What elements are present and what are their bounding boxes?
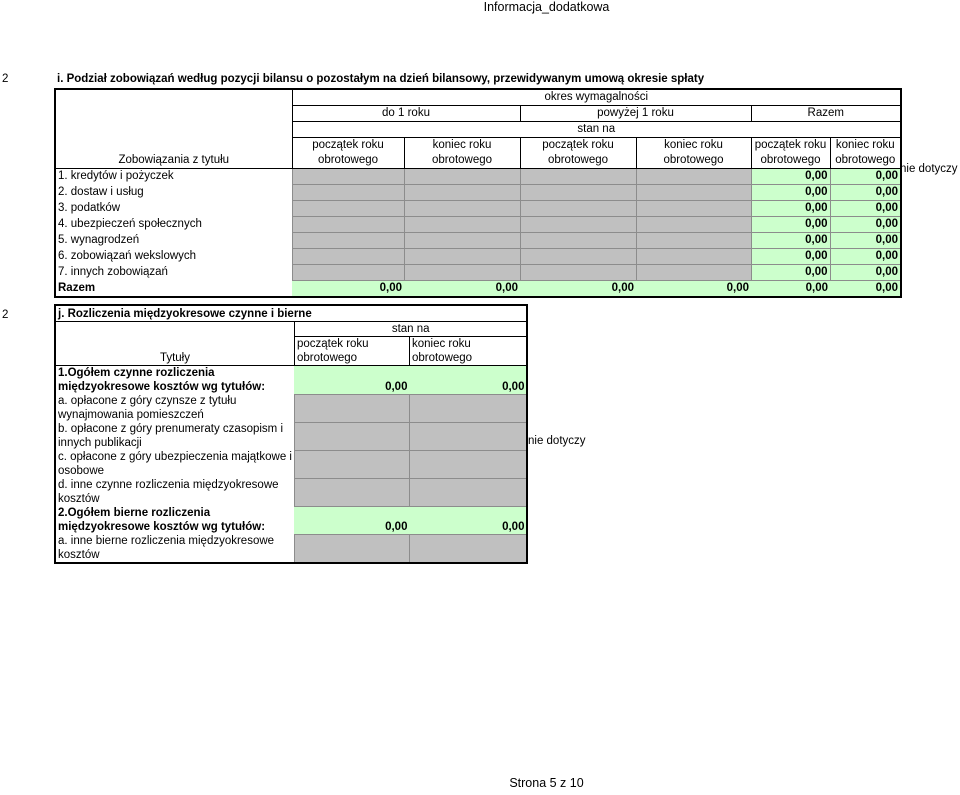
input-cell[interactable] bbox=[520, 185, 636, 201]
row-label: c. opłacone z góry ubezpieczenia majątkowe i bbox=[55, 450, 294, 464]
input-cell[interactable] bbox=[636, 217, 751, 233]
header-stan-na: stan na bbox=[294, 322, 527, 337]
czynne-label: 1.Ogółem czynne rozliczenia bbox=[55, 366, 294, 381]
header-koniec: koniec roku bbox=[409, 337, 527, 352]
input-cell[interactable] bbox=[404, 265, 520, 281]
total-cell: 0,00 bbox=[292, 281, 404, 298]
row-label: osobowe bbox=[55, 464, 294, 478]
table-row bbox=[55, 169, 901, 185]
input-cell[interactable] bbox=[292, 217, 404, 233]
input-cell[interactable] bbox=[520, 217, 636, 233]
input-cell[interactable] bbox=[409, 394, 527, 422]
input-cell[interactable] bbox=[404, 249, 520, 265]
header-powyzej-1-roku: powyżej 1 roku bbox=[520, 106, 751, 122]
header-poczatek: początek roku bbox=[292, 138, 404, 154]
sum-cell: 0,00 bbox=[751, 265, 830, 281]
input-cell[interactable] bbox=[404, 233, 520, 249]
input-cell[interactable] bbox=[409, 534, 527, 563]
czynne-value: 0,00 bbox=[294, 366, 409, 395]
header-zobowiazania: Zobowiązania z tytułu bbox=[55, 153, 292, 169]
input-cell[interactable] bbox=[520, 169, 636, 185]
total-row bbox=[55, 281, 901, 298]
input-cell[interactable] bbox=[409, 478, 527, 506]
row-label: b. opłacone z góry prenumeraty czasopism i bbox=[55, 422, 294, 436]
section-i-note: nie dotyczy bbox=[900, 163, 958, 175]
row-label: kosztów bbox=[55, 492, 294, 506]
header-obrotowego: obrotowego bbox=[294, 351, 409, 366]
input-cell[interactable] bbox=[636, 201, 751, 217]
header-obrotowego: obrotowego bbox=[830, 153, 901, 169]
row-label: innych publikacji bbox=[55, 436, 294, 450]
bierne-value: 0,00 bbox=[294, 506, 409, 534]
row-label: wynajmowania pomieszczeń bbox=[55, 408, 294, 422]
section-j-note: nie dotyczy bbox=[528, 435, 586, 447]
input-cell[interactable] bbox=[636, 265, 751, 281]
row-label: 3. podatków bbox=[55, 201, 292, 217]
input-cell[interactable] bbox=[636, 233, 751, 249]
total-cell: 0,00 bbox=[520, 281, 636, 298]
sum-cell: 0,00 bbox=[751, 169, 830, 185]
sum-cell: 0,00 bbox=[830, 169, 901, 185]
bierne-label: 2.Ogółem bierne rozliczenia bbox=[55, 506, 294, 520]
row-label: 5. wynagrodzeń bbox=[55, 233, 292, 249]
input-cell[interactable] bbox=[409, 422, 527, 450]
header-poczatek: początek roku bbox=[294, 337, 409, 352]
table-row bbox=[55, 185, 901, 201]
input-cell[interactable] bbox=[294, 422, 409, 450]
header-obrotowego: obrotowego bbox=[751, 153, 830, 169]
total-label: Razem bbox=[55, 281, 292, 298]
section-i-number: 2 bbox=[2, 73, 9, 85]
total-cell: 0,00 bbox=[636, 281, 751, 298]
input-cell[interactable] bbox=[294, 394, 409, 422]
total-cell: 0,00 bbox=[751, 281, 830, 298]
header-okres: okres wymagalności bbox=[292, 89, 901, 106]
input-cell[interactable] bbox=[404, 185, 520, 201]
row-label: 7. innych zobowiązań bbox=[55, 265, 292, 281]
table-row bbox=[55, 249, 901, 265]
header-stan-na: stan na bbox=[292, 122, 901, 138]
row-label: a. inne bierne rozliczenia międzyokresowe bbox=[55, 534, 294, 548]
page-footer: Strona 5 z 10 bbox=[509, 776, 584, 790]
input-cell[interactable] bbox=[292, 185, 404, 201]
sum-cell: 0,00 bbox=[751, 185, 830, 201]
input-cell[interactable] bbox=[520, 201, 636, 217]
input-cell[interactable] bbox=[636, 169, 751, 185]
input-cell[interactable] bbox=[404, 169, 520, 185]
input-cell[interactable] bbox=[409, 450, 527, 478]
input-cell[interactable] bbox=[292, 233, 404, 249]
total-cell: 0,00 bbox=[830, 281, 901, 298]
bierne-label: międzyokresowe kosztów wg tytułów: bbox=[55, 520, 294, 534]
header-koniec: koniec roku bbox=[636, 138, 751, 154]
sum-cell: 0,00 bbox=[751, 249, 830, 265]
section-i-heading: i. Podział zobowiązań według pozycji bilansu o pozostałym na dzień bilansowy, przewidywanym umową okresie spłaty bbox=[57, 73, 705, 85]
header-do-1-roku: do 1 roku bbox=[292, 106, 520, 122]
row-label: 1. kredytów i pożyczek bbox=[55, 169, 292, 185]
header-poczatek: początek roku bbox=[751, 138, 830, 154]
input-cell[interactable] bbox=[636, 249, 751, 265]
header-obrotowego: obrotowego bbox=[404, 153, 520, 169]
row-label: 4. ubezpieczeń społecznych bbox=[55, 217, 292, 233]
sum-cell: 0,00 bbox=[751, 233, 830, 249]
sum-cell: 0,00 bbox=[830, 201, 901, 217]
header-razem: Razem bbox=[751, 106, 901, 122]
table-row bbox=[55, 217, 901, 233]
header-obrotowego: obrotowego bbox=[520, 153, 636, 169]
row-label: kosztów bbox=[55, 548, 294, 563]
sum-cell: 0,00 bbox=[830, 249, 901, 265]
input-cell[interactable] bbox=[520, 265, 636, 281]
czynne-value: 0,00 bbox=[409, 366, 527, 395]
sum-cell: 0,00 bbox=[830, 217, 901, 233]
header-koniec: koniec roku bbox=[830, 138, 901, 154]
header-poczatek: początek roku bbox=[520, 138, 636, 154]
row-label: a. opłacone z góry czynsze z tytułu bbox=[55, 394, 294, 408]
sum-cell: 0,00 bbox=[751, 201, 830, 217]
row-label: 2. dostaw i usług bbox=[55, 185, 292, 201]
input-cell[interactable] bbox=[404, 201, 520, 217]
sum-cell: 0,00 bbox=[751, 217, 830, 233]
accruals-table bbox=[54, 304, 528, 564]
table-row bbox=[55, 201, 901, 217]
sum-cell: 0,00 bbox=[830, 233, 901, 249]
input-cell[interactable] bbox=[404, 217, 520, 233]
input-cell[interactable] bbox=[520, 233, 636, 249]
header-tytuly: Tytuły bbox=[55, 351, 294, 366]
input-cell[interactable] bbox=[292, 169, 404, 185]
total-cell: 0,00 bbox=[404, 281, 520, 298]
input-cell[interactable] bbox=[292, 265, 404, 281]
input-cell[interactable] bbox=[520, 249, 636, 265]
section-j-heading: j. Rozliczenia międzyokresowe czynne i bierne bbox=[55, 305, 527, 322]
sum-cell: 0,00 bbox=[830, 185, 901, 201]
row-label: d. inne czynne rozliczenia międzyokresowe bbox=[55, 478, 294, 492]
header-obrotowego: obrotowego bbox=[409, 351, 527, 366]
input-cell[interactable] bbox=[294, 478, 409, 506]
header-obrotowego: obrotowego bbox=[292, 153, 404, 169]
liabilities-table bbox=[54, 88, 902, 298]
page-title: Informacja_dodatkowa bbox=[483, 0, 610, 14]
sum-cell: 0,00 bbox=[830, 265, 901, 281]
table-row bbox=[55, 233, 901, 249]
input-cell[interactable] bbox=[636, 185, 751, 201]
czynne-label: międzyokresowe kosztów wg tytułów: bbox=[55, 380, 294, 394]
section-j-number: 2 bbox=[2, 309, 9, 321]
input-cell[interactable] bbox=[294, 534, 409, 563]
header-koniec: koniec roku bbox=[404, 138, 520, 154]
row-label: 6. zobowiązań wekslowych bbox=[55, 249, 292, 265]
input-cell[interactable] bbox=[292, 249, 404, 265]
bierne-value: 0,00 bbox=[409, 506, 527, 534]
table-row bbox=[55, 265, 901, 281]
input-cell[interactable] bbox=[292, 201, 404, 217]
header-obrotowego: obrotowego bbox=[636, 153, 751, 169]
input-cell[interactable] bbox=[294, 450, 409, 478]
